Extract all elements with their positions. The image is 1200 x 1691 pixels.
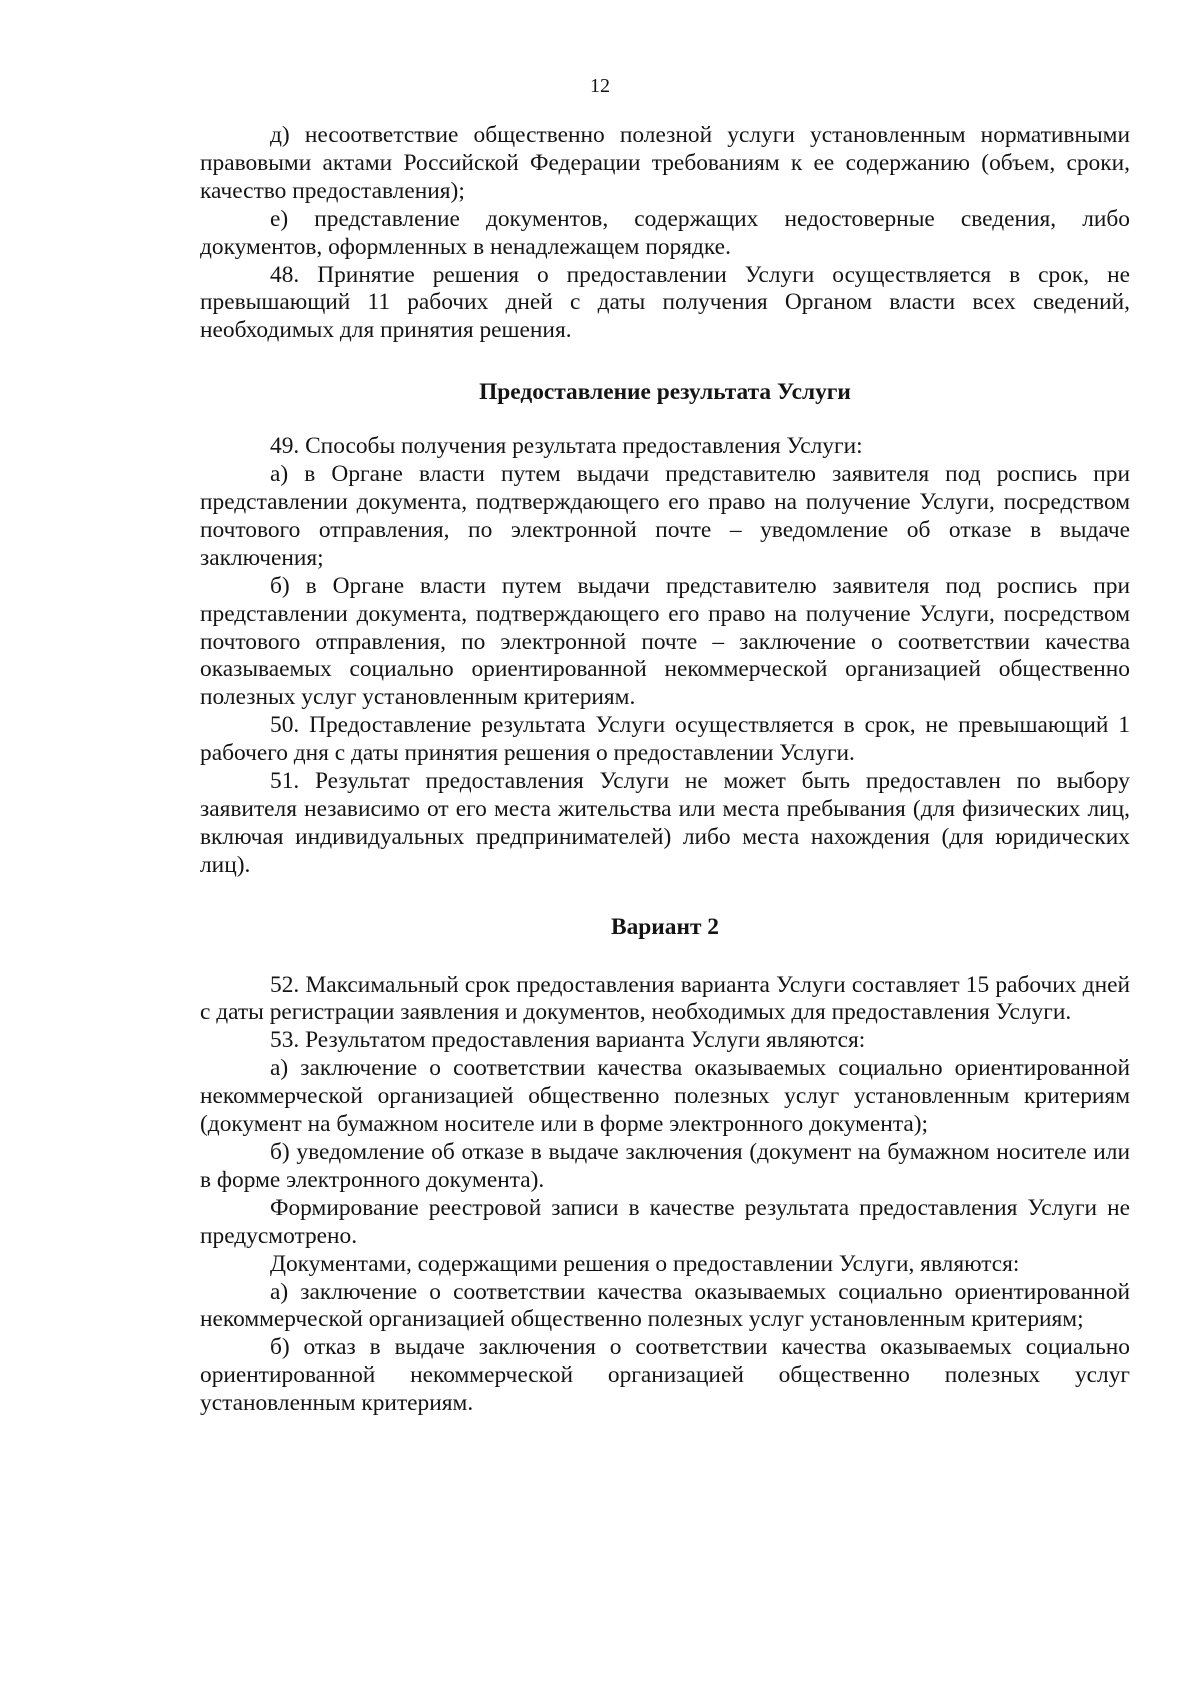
- document-body: [200, 122, 1130, 1418]
- paragraph-e: е) представление документов, содержащих недостоверные сведения, либо документов, оформленных в ненадлежащем порядке.: [200, 205, 1130, 260]
- paragraph-51: 51. Результат предоставления Услуги не может быть предоставлен по выбору заявителя независимо от его места жительства или места пребывания (для физических лиц, включая индивидуальных предпринимателей) либо места нахождения (для юридических лиц).: [200, 768, 1130, 878]
- section-heading-result: Предоставление результата Услуги: [479, 379, 851, 406]
- paragraph-registry: Формирование реестровой записи в качестве результата предоставления Услуги не предусмотрено.: [200, 1194, 1130, 1249]
- paragraph-49: 49. Способы получения результата предоставления Услуги:: [270, 433, 863, 460]
- paragraph-50: 50. Предоставление результата Услуги осуществляется в срок, не превышающий 1 рабочего дня с даты принятия решения о предоставлении Услуги.: [200, 712, 1130, 767]
- paragraph-48: 48. Принятие решения о предоставлении Услуги осуществляется в срок, не превышающий 11 рабочих дней с даты получения Органом власти всех сведений, необходимых для принятия решения.: [200, 261, 1130, 344]
- paragraph-53: 53. Результатом предоставления варианта Услуги являются:: [270, 1027, 866, 1054]
- paragraph-documents-a: а) заключение о соответствии качества оказываемых социально ориентированной некоммерческой организацией общественно полезных услуг установленным критериям;: [200, 1278, 1130, 1333]
- paragraph-documents-b: б) отказ в выдаче заключения о соответствии качества оказываемых социально ориентированной некоммерческой организацией общественно полезных услуг установленным критериям.: [200, 1334, 1130, 1417]
- paragraph-d: д) несоответствие общественно полезной услуги установленным нормативными правовыми актами Российской Федерации требованиям к ее содержанию (объем, сроки, качество предоставления);: [200, 122, 1130, 204]
- paragraph-documents: Документами, содержащими решения о предоставлении Услуги, являются:: [270, 1250, 1020, 1277]
- paragraph-49-b: б) в Органе власти путем выдачи представителю заявителя под роспись при представлении документа, подтверждающего его право на получение Услуги, посредством почтового отправления, по электронной почте – заключение о соответствии качества оказываемых социально ориентированной некоммерческой организацией общественно полезных услуг установленным критериям.: [200, 572, 1130, 711]
- paragraph-49-a: а) в Органе власти путем выдачи представителю заявителя под роспись при представлении документа, подтверждающего его право на получение Услуги, посредством почтового отправления, по электронной почте – уведомление об отказе в выдаче заключения;: [200, 461, 1130, 571]
- paragraph-53-b: б) уведомление об отказе в выдаче заключения (документ на бумажном носителе или в форме электронного документа).: [200, 1139, 1130, 1193]
- page-number: 12: [590, 75, 610, 97]
- paragraph-53-a: а) заключение о соответствии качества оказываемых социально ориентированной некоммерческой организацией общественно полезных услуг установленным критериям (документ на бумажном носителе или в форме электронного документа);: [200, 1055, 1130, 1138]
- paragraph-52: 52. Максимальный срок предоставления варианта Услуги составляет 15 рабочих дней с даты регистрации заявления и документов, необходимых для предоставления Услуги.: [200, 971, 1130, 1026]
- section-heading-variant-2: Вариант 2: [611, 913, 719, 940]
